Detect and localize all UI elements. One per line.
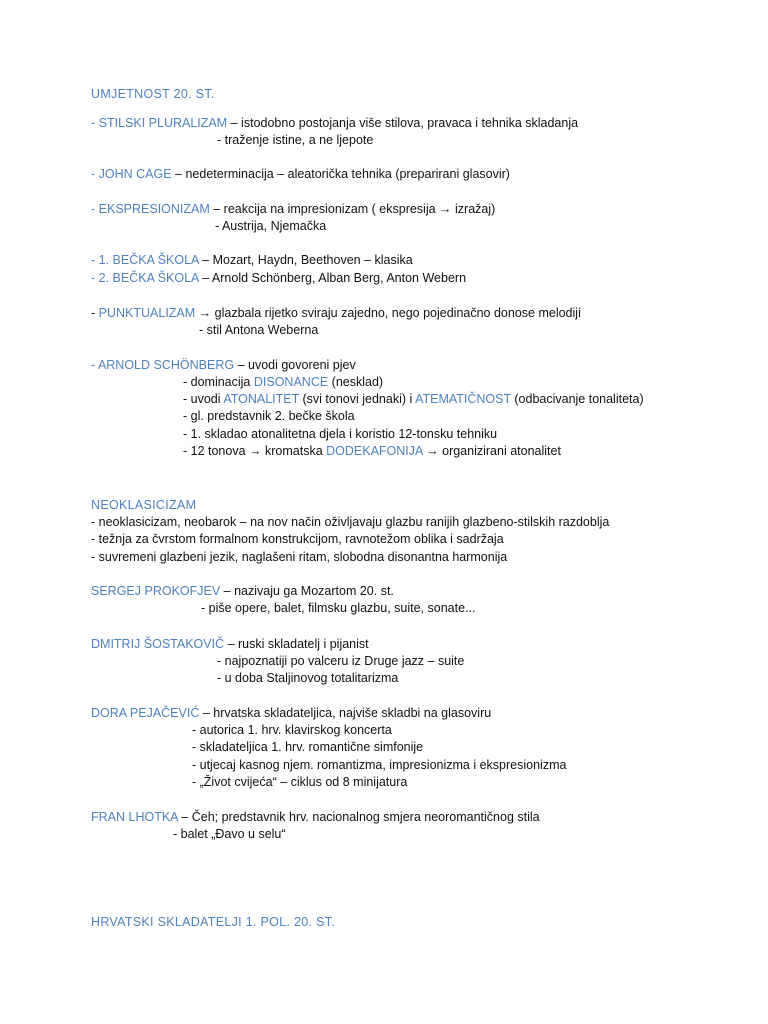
- entry-term: PUNKTUALIZAM: [98, 306, 196, 320]
- entry-text: – nedeterminacija – aleatorička tehnika (preparirani glasovir): [171, 167, 510, 181]
- entry-term: - 2. BEČKA ŠKOLA: [91, 271, 199, 285]
- entry-line: - stil Antona Weberna: [199, 323, 319, 337]
- entry-line: [183, 443, 561, 459]
- entry-line: [183, 391, 644, 407]
- entry-line: - Austrija, Njemačka: [215, 219, 327, 233]
- list-item: - skladateljica 1. hrv. romantične simfonije: [192, 740, 424, 754]
- entry-line: - piše opere, balet, filmsku glazbu, suite, sonate...: [201, 601, 476, 615]
- entry-term: STILSKI PLURALIZAM: [98, 116, 228, 130]
- list-item: - „Život cvijeća“ – ciklus od 8 minijatura: [192, 775, 408, 789]
- entry-line: - traženje istine, a ne ljepote: [217, 133, 374, 147]
- entry-line: - balet „Đavo u selu“: [173, 827, 286, 841]
- section-heading-umjetnost: UMJETNOST 20. ST.: [91, 87, 215, 101]
- entry-text: – nazivaju ga Mozartom 20. st.: [220, 584, 394, 598]
- entry-text: – istodobno postojanja više stilova, pravaca i tehnika skladanja: [227, 116, 579, 130]
- entry-text: - uvodi: [183, 392, 224, 406]
- entry-text: → organizirani atonalitet: [422, 444, 561, 458]
- entry-term: DORA PEJAČEVIĆ: [91, 706, 200, 720]
- entry-text: - 12 tonova → kromatska: [183, 444, 327, 458]
- entry-text: – Mozart, Haydn, Beethoven – klasika: [198, 253, 413, 267]
- entry-stilski-pluralizam: [91, 115, 578, 131]
- list-item: - utjecaj kasnog njem. romantizma, impresionizma i ekspresionizma: [192, 758, 567, 772]
- entry-text: (nesklad): [328, 375, 384, 389]
- entry-line: - gl. predstavnik 2. bečke škola: [183, 409, 355, 423]
- list-item: - suvremeni glazbeni jezik, naglašeni ritam, slobodna disonantna harmonija: [91, 550, 508, 564]
- entry-lhotka: [91, 809, 540, 825]
- entry-term: DODEKAFONIJA: [326, 444, 423, 458]
- entry-term: SERGEJ PROKOFJEV: [91, 584, 221, 598]
- entry-term: FRAN LHOTKA: [91, 810, 178, 824]
- entry-text: - dominacija: [183, 375, 254, 389]
- entry-ekspresionizam: [91, 201, 495, 217]
- entry-text: – ruski skladatelj i pijanist: [224, 637, 369, 651]
- entry-prokofjev: [91, 583, 394, 599]
- list-item: - autorica 1. hrv. klavirskog koncerta: [192, 723, 392, 737]
- section-heading-neoklasicizam: NEOKLASICIZAM: [91, 498, 197, 512]
- entry-text: – uvodi govoreni pjev: [234, 358, 356, 372]
- list-item: - težnja za čvrstom formalnom konstrukcijom, ravnotežom oblika i sadržaja: [91, 532, 504, 546]
- list-item: - neoklasicizam, neobarok – na nov način oživljavaju glazbu ranijih glazbeno-stilskih razdoblja: [91, 515, 610, 529]
- entry-sostakovic: [91, 636, 369, 652]
- entry-pejacevic: [91, 705, 491, 721]
- entry-dash: -: [91, 116, 99, 130]
- entry-term: JOHN CAGE: [98, 167, 172, 181]
- entry-arnold-schonberg: [91, 357, 356, 373]
- entry-text: – Čeh; predstavnik hrv. nacionalnog smjera neoromantičnog stila: [177, 810, 540, 824]
- entry-term: DISONANCE: [253, 375, 329, 389]
- entry-line: - u doba Staljinovog totalitarizma: [217, 671, 399, 685]
- entry-line: - 1. skladao atonalitetna djela i koristio 12-tonsku tehniku: [183, 427, 498, 441]
- entry-text: – Arnold Schönberg, Alban Berg, Anton Webern: [198, 271, 467, 285]
- entry-term: - 1. BEČKA ŠKOLA: [91, 253, 199, 267]
- entry-term: - ARNOLD SCHÖNBERG: [91, 358, 235, 372]
- entry-dash: -: [91, 306, 99, 320]
- entry-text: → glazbala rijetko sviraju zajedno, nego pojedinačno donose melodiji: [195, 306, 581, 320]
- entry-punktualizam: [91, 305, 581, 321]
- entry-line: - najpoznatiji po valceru iz Druge jazz – suite: [217, 654, 465, 668]
- entry-term: ATEMATIČNOST: [415, 392, 511, 406]
- entry-line: [183, 374, 383, 390]
- entry-term: ATONALITET: [223, 392, 300, 406]
- entry-dash: -: [91, 202, 99, 216]
- entry-term: EKSPRESIONIZAM: [98, 202, 210, 216]
- entry-dash: -: [91, 167, 99, 181]
- entry-text: (svi tonovi jednaki) i: [299, 392, 416, 406]
- entry-text: (odbacivanje tonaliteta): [510, 392, 644, 406]
- section-heading-hrvatski-skladatelji: HRVATSKI SKLADATELJI 1. POL. 20. ST.: [91, 915, 335, 929]
- entry-john-cage: [91, 166, 510, 182]
- entry-term: DMITRIJ ŠOSTAKOVIČ: [91, 637, 225, 651]
- entry-1-becka-skola: [91, 252, 413, 268]
- entry-text: – hrvatska skladateljica, najviše skladbi na glasoviru: [199, 706, 492, 720]
- entry-2-becka-skola: [91, 270, 466, 286]
- entry-text: – reakcija na impresionizam ( ekspresija → izražaj): [209, 202, 496, 216]
